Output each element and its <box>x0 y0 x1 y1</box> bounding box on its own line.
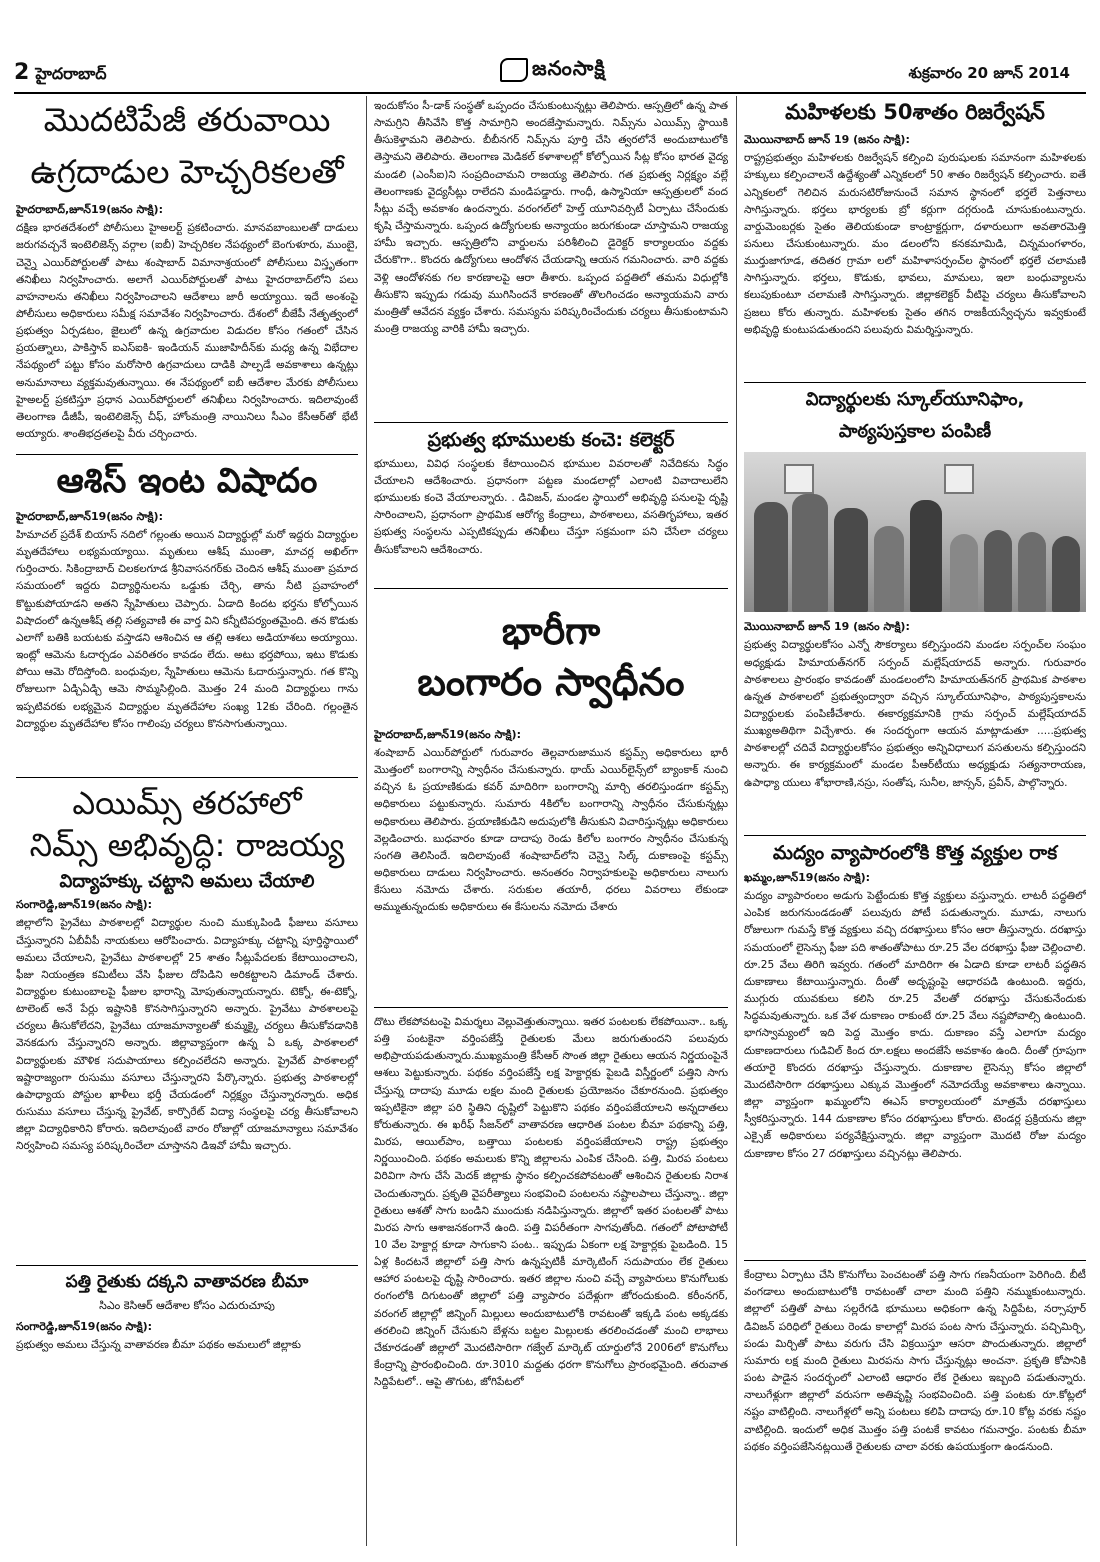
masthead <box>500 56 606 85</box>
article-headline: ప్రభుత్వ భూములకు కంచె: కలెక్టర్ <box>427 429 675 451</box>
article-headline: మొదటిపేజీ తరువాయి <box>43 100 331 139</box>
article-ashish-tragedy <box>16 461 358 771</box>
article-nims-development <box>16 784 358 1259</box>
article-women-reservation <box>744 100 1086 376</box>
article-headline: మద్యం వ్యాపారంలోకి కొత్త వ్యక్తుల రాక <box>772 842 1058 865</box>
article-cotton-insurance <box>16 1272 358 1354</box>
masthead-title: జనంసాక్షి <box>532 56 606 80</box>
column-3 <box>744 98 1086 1554</box>
column-1 <box>16 98 358 1554</box>
photo-person <box>950 534 978 612</box>
photo-person <box>834 508 868 612</box>
photo-person <box>1018 532 1046 612</box>
article-dateline: ఖమ్మం,జూన్19(జనం సాక్షి): <box>744 871 871 885</box>
article-subheadline: సిఎం కెసిఆర్ ఆదేశాల కోసం ఎదురుచూపు <box>99 1298 275 1312</box>
article-dateline: సంగారెడ్డి,జూన్19(జనం సాక్షి): <box>16 1319 153 1333</box>
article-headline: ఎయిమ్స్ తరహాలో <box>72 783 302 822</box>
article-body: దక్షిణ భారతదేశంలో పోలీసులు హైఅలర్ట్ ప్రకటించారు. మానవబాంబులతో దాడులు జరుగవచ్చనే ఇంటెలిజెన్స్ వర్గాల (ఐబీ) హెచ్చరికల నేపథ్యంలో బెంగుళూరు, ముంబై, చెన్నై ఎయిర్‌పోర్టులతో పాటు శంషాబాద్ విమానాశ్రయంలో పోలీసులు విస్తృతంగా తనిఖీలు నిర్వహించారు. అలాగే ఎయిర్‌పోర్టులతో పాటు హైదరాబాద్‌లోని పలు వాహనాలను తనిఖీలు నిర్వహించాలని ఆదేశాలు జారీ అయ్యాయి. ఇదే అంశంపై పోలీసులు అధికారులు సమీక్ష సమావేశం నిర్వహించారు. దేశంలో బీజేపీ నేతృత్వంలో ప్రభుత్వం ఏర్పడటం, జైలులో ఉన్న ఉగ్రవాదుల విడుదల కోసం గతంలో చేసిన ప్రయత్నాలు, పాకిస్తాన్ ఐఎస్ఐకి- ఇండియన్ ముజాహిదీన్‌కు మధ్య ఉన్న విభేదాల నేపథ్యంలో పట్టు కోసం మరోసారి ఉగ్రవాదులు దాడికి పాల్పడే అవకాశాలు ఉన్నట్లు అనుమానాలు వ్యక్తమవుతున్నాయి. ఈ నేపథ్యంలో ఐబీ ఆదేశాల మేరకు పోలీసులు హైఅలర్ట్ ప్రకటిస్తూ ప్రధాన ఎయిర్‌పోర్టులలో తనిఖీలు నిర్వహించారు. ఇదిలావుంటే తెలంగాణ డీజీపీ, ఇంటెలిజెన్స్ చీఫ్, హోంమంత్రి నాయినిలు సీఎం కేసీఆర్‌తో భేటీ అయ్యారు. శాంతిభద్రతలపై వీరు చర్చించారు. <box>16 222 358 441</box>
column-rule <box>736 96 737 1546</box>
divider <box>374 422 728 423</box>
article-body: జిల్లాలోని ప్రైవేటు పాఠశాలల్లో విద్యార్థుల నుంచి ముక్కుపిండి ఫీజులు వసూలు చేస్తున్నారని ఏబీవీపీ నాయకులు ఆరోపించారు. విద్యాహక్కు చట్టాన్ని పూర్తిస్థాయిలో అమలు చేయాలని, ప్రైవేటు పాఠశాలల్లో 25 శాతం సీట్లుపేదలకు కేటాయించాలని, ఫీజు నియంత్రణ కమిటీలు వేసి ఫీజుల దోపిడిని అరికట్టాలని డిమాండ్ చేశారు. విద్యార్థుల కుటుంబాలపై ఫీజుల భారాన్ని మోపుతున్నాయన్నారు. టెక్నో, ఈ-టెక్నో, టాలెంట్ అనే పేర్లు ఇష్టానికి కొనసాగిస్తున్నారని అన్నారు. ప్రైవేటు పాఠశాలలపై చర్యలు తీసుకోలేదని, ప్రైవేటు యాజమాన్యాలతో కుమ్మక్కై చర్యలు తీసుకోవడానికి వెనకడుగు వేస్తున్నారని అన్నారు. జిల్లావ్యాప్తంగా ఉన్న ఏ ఒక్క పాఠశాలలో విద్యార్థులకు మౌళిక సదుపాయాలు కల్పించలేదని అన్నారు. ప్రైవేట్ పాఠశాలల్లో ఇష్టారాజ్యంగా రుసుము వసూలు చేస్తున్నారని పేర్కొన్నారు. ప్రభుత్వ పాఠశాలల్లో ఉపాధ్యాయ పోస్టుల ఖాళీలు భర్తీ చేయడంలో నిర్లక్ష్యం చేస్తున్నారన్నారు. అధిక రుసుము వసూలు చేస్తున్న ప్రైవేట్, కార్పొరేట్ విద్యా సంస్థలపై చర్య తీసుకోవాలని జిల్లా విద్యాధికారిని కోరారు. ఇదిలావుంటే వారం రోజుల్లో యాజమాన్యాలు సమావేశం నిర్వహించి సమస్య పరిష్కరించేలా చూస్తానని డిఇవో హామీ ఇచ్చారు. <box>16 917 358 1153</box>
article-school-uniform <box>744 389 1086 829</box>
article-headline: బంగారం స్వాధీనం <box>417 660 685 705</box>
article-dateline: హైదరాబాద్,జూన్19(జనం సాక్షి): <box>374 727 521 741</box>
news-photo <box>744 452 1086 612</box>
article-body: ప్రభుత్వం అమలు చేస్తున్న వాతావరణ బీమా పథకం అమలులో జిల్లాకు <box>16 1338 301 1351</box>
page-number-value: 2 <box>14 60 30 85</box>
masthead-logo-icon <box>500 58 528 82</box>
article-terrorist-alert <box>16 100 358 448</box>
article-headline: ఆశిస్ ఇంట విషాదం <box>56 461 318 502</box>
page-number <box>14 60 107 87</box>
article-govt-lands <box>374 429 728 582</box>
photo-person <box>792 494 828 612</box>
article-body: శంషాబాద్ ఎయిర్‌పోర్టులో గురువారం తెల్లవారుజామున కస్టమ్స్ అధికారులు భారీ మొత్తంలో బంగారాన్ని స్వాధీనం చేసుకున్నారు. థాయ్ ఎయిర్‌లైన్స్‌లో బ్యాంకాక్ నుంచి వచ్చిన ఓ ప్రయాణికుడు కవర్ మాదిరిగా బంగారాన్ని మార్చి తరలిస్తుండగా కస్టమ్స్ అధికారులు పట్టుకున్నారు. సుమారు 4కిలోల బంగారాన్ని స్వాధీనం చేసుకున్నట్లు అధికారులు తెలిపారు. ప్రయాణికుడిని అదుపులోకి తీసుకుని విచారిస్తున్నట్లు అధికారులు వెల్లడించారు. బుధవారం కూడా దాదాపు రెండు కిలోల బంగారం స్వాధీనం చేసుకున్న సంగతి తెలిసిందే. ఇదిలావుంటే శంషాబాద్‌లోని చెన్నై సిల్క్ దుకాణంపై కస్టమ్స్ అధికారులు దాడులు నిర్వహించారు. అనంతరం నిర్వాహకులపై అధికారులు నాలుగు కేసులు నమోదు చేశారు. సరుకుల తయారీ, ధరలు వివరాలు లేకుండా అమ్ముతున్నందుకు అధికారులు ఈ కేసులను నమోదు చేశారు <box>374 746 728 914</box>
divider <box>744 1260 1086 1261</box>
article-body: హిమాచల్ ప్రదేశ్ బియాస్ నదిలో గల్లంతు అయిన విద్యార్థుల్లో మరో ఇద్దరు విద్యార్థుల మృతదేహాలు లభ్యమయ్యాయి. మృతులు ఆశీష్ ముంతా, మాచర్ల అఖిల్‌గా గుర్తించారు. సికింద్రాబాద్ చిలకలగూడ శ్రీనివాసనగర్‌కు చెందిన ఆశీష్ ముంతా ప్రమాద సమయంలో ఇద్దరు విద్యార్థినులను ఒడ్డుకు చేర్చి, తాను నీటి ప్రవాహంలో కొట్టుకుపోయాడని అతని స్నేహితులు చెప్పారు. ఏడాది కిందట భర్తను కోల్పోయిన విషాదంలో ఉన్నఆశీష్ తల్లి సత్యవాణి ఈ వార్త విని కన్నీటిపర్యంతమైంది. తన కొడుకు ఎలాగో బతికి బయటకు వస్తాడని ఆశించిన ఆ తల్లి ఆశలు అడియాశలు అయ్యాయి. ఇంట్లో ఆమెను ఓదార్చడం ఎవరితరం కావడం లేదు. అటు భర్తపోయి, ఇటు కొడుకు పోయి ఆమె రోదిస్తోంది. బంధువుల, స్నేహితులు ఆమెను ఓదారుస్తున్నారు. గత కొన్ని రోజులుగా ఏడ్చిఏడ్చి ఆమె సొమ్మసిల్లింది. మొత్తం 24 మంది విద్యార్థులు గాను ఇప్పటివరకు లభ్యమైన విద్యార్థుల మృతదేహాల సంఖ్య 12కు చేరింది. గల్లంతైన విద్యార్థుల మృతదేహాల కోసం గాలింపు చర్యలు కొనసాగుతున్నాయి. <box>16 528 358 730</box>
article-body: భూములు, వివిధ సంస్థలకు కేటాయించిన భూముల వివరాలతో నివేదికను సిద్ధం చేయాలని ఆదేశించారు. ప్రధానంగా పట్టణ మండలాల్లో ఎలాంటి వివాదాలులేని భూములకు కంచె వేయాలన్నారు. . డివిజన్, మండల స్థాయిలో అభివృద్ధి పనులపై దృష్టి సారించాలని, ప్రధానంగా ప్రాథమిక ఆరోగ్య కేంద్రాలు, పాఠశాలలు, వసతిగృహాలు, ఇతర ప్రభుత్వ సంస్థలను ఎప్పటికప్పుడు తనిఖీలు చేస్తూ సక్రమంగా పని చేసేలా చర్యలు తీసుకోవాలని ఆదేశించారు. <box>374 457 728 556</box>
photo-window <box>944 464 974 494</box>
article-headline: పత్తి రైతుకు దక్కని వాతావరణ బీమా <box>65 1272 309 1293</box>
article-body: రాష్ట్రప్రభుత్వం మహిళలకు రిజర్వేషన్ కల్పించి పురుషులకు సమానంగా మహిళలకు హక్కులు కల్పించాలనే ఉద్దేశ్యంతో ఎన్నికలలో 50 శాతం రిజర్వేషన్ కల్పించారు. ఐతే ఎన్నికలలో గెలిచిన మరుసటిరోజునుంచే సమాన స్థానంలో భర్తలే పెత్తనాలు సాగిస్తున్నారు. భర్తలు భార్యలకు బ్రో కర్లుగా దగ్గరుండి చూసుకుంటున్నారు. వార్డుమెంబర్లకు సైతం తెలియకుండా కాంట్రాక్టర్లుగా, దళారులుగా అవతారమెత్తి పనులు చేసుకుంటున్నారు. మం డలంలోని కనకమామిడి, చిన్నమంగళారం, ముర్తుజాగూడ, తదితర గ్రామా లలో మహిళాసర్పంచ్‌ల స్థానంలో భర్తలే చలామణి సాగిస్తున్నారు. భర్తలు, కొడుకు, భావలు, మామలు, ఇలా బంధువ్యాలను కలుపుకుంటూ చలామణి సాగిస్తున్నారు. జిల్లాకలెక్టర్ వీటిపై చర్యలు తీసుకోవాలని ప్రజలు కోరు తున్నారు. మహిళలకు సైతం తగిన రాజకీయస్వేచ్ఛను ఇవ్వకుంటే అభివృద్ధి కుంటుపడుతుందని పలువురు విమర్శిస్తున్నారు. <box>744 152 1086 336</box>
article-dateline: హైదరాబాద్,జూన్19(జనం సాక్షి): <box>16 509 163 523</box>
article-body: మద్యం వ్యాపారంలం అడుగు పెట్టేందుకు కొత్త వ్యక్తులు వస్తున్నారు. లాటరీ పద్ధతిలో ఎంపిక జరుగనుండడంతో పలువురు పోటీ పడుతున్నారు. మూడు, నాలుగు రోజులుగా గుమస్తే కొత్త వ్యక్తులు వచ్చి దరఖాస్తులు కోసం ఆరా తీస్తున్నారు. దరఖాస్తు సమయంలో లైసెన్సు ఫీజు పది శాతంతోపాటు రూ.25 వేల దరఖాస్తు ఫీజు చెల్లించాలి. రూ.25 వేలు తిరిగి ఇవ్వరు. గతంలో మాదిరిగా ఈ ఏడాది కూడా లాటరీ పద్ధతిన దుకాణాలు కేటాయిస్తున్నారు. దీంతో అదృష్టంపై ఆధారపడి ఉంటుంది. ఇద్దరు, ముగ్గురు యువకులు కలిసి రూ.25 వేలతో దరఖాస్తు చేసుకునేందుకు సిద్ధమవుతున్నారు. ఒక వేళ దుకాణం రాకుంటే రూ.25 వేలు నష్టపోవాల్సి ఉంటుంది. భాగస్వామ్యంలో ఇది పెద్ద మొత్తం కాదు. దుకాణం వస్తే ఎలాగూ మద్యం దుకాణదారులు గుడివిల్ కింద రూ.లక్షలు అందజేసే అవకాశం ఉంది. దీంతో గ్రూపుగా తయారై కొందరు దరఖాస్తు చేస్తున్నారు. దుకాణాల లైసెన్సు కోసం జిల్లాలో మొదటిసారిగా దరఖాస్తులు ఎక్కువ మొత్తంలో నమోదయ్యే అవకాశాలు ఉన్నాయి. జిల్లా వ్యాప్తంగా ఖమ్మంలోని ఈఎస్ కార్యాలయంలో మాత్రమే దరఖాస్తులు స్వీకరిస్తున్నారు. 144 దుకాణాల కోసం దరఖాస్తులు కోరారు. టెండర్ల ప్రక్రియను జిల్లా ఎక్సైజ్ అధికారులు పర్యవేక్షిస్తున్నారు. జిల్లా వ్యాప్తంగా మొదటి రోజు మద్యం దుకాణాల కోసం 27 దరఖాస్తులు వచ్చినట్లు తెలిపారు. <box>744 890 1086 1160</box>
divider <box>374 1007 728 1008</box>
divider <box>16 777 358 778</box>
page-date: శుక్రవారం 20 జూన్ 2014 <box>908 64 1070 82</box>
photo-window <box>784 464 814 494</box>
column-rule <box>366 96 367 1546</box>
article-headline: మహిళలకు 50శాతం రిజర్వేషన్ <box>785 100 1045 124</box>
column-2 <box>374 98 728 1554</box>
article-body-continued: దొటు లేకపోవటంపై విమర్శలు వెల్లువెత్తుతున్నాయి. ఇతర పంటలకు లేకపోయినా.. ఒక్క పత్తి పంటకైనా వర్తింపజేస్తే రైతులకు మేలు జరుగుతుందని పలువురు అభిప్రాయపడుతున్నారు.ముఖ్యమంత్రి కేసీఆర్ సొంత జిల్లా రైతులు ఆయన నిర్ణయంపైనే ఆశలు పెట్టుకున్నారు. పథకం వర్తింపజేస్తే లక్ష హెక్టార్లకు పైబడి విస్తీర్ణంలో పత్తిని సాగు చేస్తున్న దాదాపు మూడు లక్షల మంది రైతులకు ప్రయోజనం చేకూరనుంది. ప్రభుత్వం ఇప్పటికైనా జిల్లా పరి స్థితిని దృష్టిలో పెట్టుకొని పథకం వర్తింపజేయాలని అన్నదాతలు కోరుతున్నారు. ఈ ఖరీఫ్ సీజన్‌లో వాతావరణ ఆధారిత పంటల బీమా పథకాన్ని పత్తి, మిరప, ఆయిల్‌పాం, బత్తాయి పంటలకు వర్తింపజేయాలని రాష్ట్ర ప్రభుత్వం నిర్ణయించింది. పథకం అమలుకు కొన్ని జిల్లాలను ఎంపిక చేసింది. పత్తి, మిరప పంటలు విరివిగా సాగు చేసే మెదక్ జిల్లాకు స్థానం కల్పించకపోవటంతో ఆశించిన రైతులకు నిరాశ చెందుతున్నారు. ప్రకృతి వైపరీత్యాలు సంభవించి పంటలను నష్టాలపాలు చేస్తున్నా.. జిల్లా రైతులు ఆశతో సాగు బండిని ముందుకు నడిపిస్తున్నారు. జిల్లాలో ఇతర పంటలతో పాటు మిరప సాగు ఆశాజనకంగానే ఉంది. పత్తి విపరీతంగా సాగవుతోంది. గతంలో పోటాపోటీ 10 వేల హెక్టార్ల కూడా సాగుకాని పంట.. ఇప్పుడు ఏకంగా లక్ష హెక్టార్లకు పైబడింది. 15 ఏళ్ల కిందటనే జిల్లాలో పత్తి సాగు ఉన్నప్పటికీ మార్కెటింగ్ సదుపాయం లేక రైతులు ఆహార పంటలపై దృష్టి సారించారు. ఇతర జిల్లాల నుంచి వచ్చే వ్యాపారులు కొనుగోలుకు రంగంలోకి దిగుటంతో జిల్లాలో పత్తి వ్యాపారం పదేళ్లుగా జోరందుకుంది. కరీంనగర్, వరంగల్ జిల్లాల్లో జిన్నింగ్ మిల్లులు అందుబాటులోకి రావటంతో ఇక్కడి పంట అక్కడకు తరలించి జిన్నింగ్ చేసుకుని బేళ్లను బట్టల మిల్లులకు తరలించడంతో మంచి లాభాలు చేకూరడంతో జిల్లాలో మొదటిసారిగా గజ్వేల్ మార్కెట్ యార్డులోనే 2006లో కొనుగోలు కేంద్రాన్ని ప్రారంభించింది. రూ.3010 మద్దతు ధరగా కొనుగోలు ప్రారంభమైంది. తరువాత సిద్దిపేటలో.. ఆపై తొగుట, జోగిపేటలో <box>374 1015 728 1389</box>
article-dateline: సంగారెడ్డి,జూన్19(జనం సాక్షి): <box>16 898 153 912</box>
article-dateline: మొయినాబాద్ జూన్ 19 (జనం సాక్షి): <box>744 133 910 147</box>
article-dateline: హైదరాబాద్,జూన్19(జనం సాక్షి): <box>16 203 163 217</box>
photo-person <box>1052 536 1080 612</box>
article-gold-seized <box>374 609 728 1001</box>
photo-person <box>910 500 942 612</box>
article-body-continued: ఇందుకోసం సీ-డాక్ సంస్థతో ఒప్పందం చేసుకుంటున్నట్లు తెలిపారు. ఆస్పత్రిలో ఉన్న పాత సామగ్రిని తీసివేసి కొత్త సామాగ్రిని అందజేస్తామన్నారు. నిమ్స్‌ను ఎయిమ్స్ స్థాయికి తీసుకెళ్తామని తెలిపారు. బీబీనగర్ నిమ్స్‌ను పూర్తి చేసి త్వరలోనే అందుబాటులోకి తెస్తామని తెలిపారు. తెలంగాణ మెడికల్ కళాశాలల్లో కోల్పోయిన సీట్ల కోసం భారత వైద్య మండలి (ఎంసీఐ)ని సంప్రదించామని రాజయ్య తెలిపారు. గత ప్రభుత్వ నిర్లక్ష్యం వల్లే తెలంగాణకు వైద్యసీట్లు రాలేదని మండిపడ్డారు. గాంధీ, ఉస్మానియా ఆస్పత్రులలో వంద సీట్లు వచ్చే అవకాశం ఉందన్నారు. వరంగల్‌లో హెల్త్ యూనివర్సిటీ ఏర్పాటు చేసేందుకు కృషి చేస్తామన్నారు. ఒప్పంద ఉద్యోగులకు అన్యాయం జరుగకుండా చూస్తామని రాజయ్య హామీ ఇచ్చారు. ఆస్పత్రిలోని వార్డులను పరిశీలించి డైరెక్టర్ కార్యాలయం వద్దకు చేరుకొగా.. కొందరు ఉద్యోగులు ఆందోళన చేయడాన్ని ఆయన గమనించారు. వారి వద్దకు వెళ్లి ఆందోళనకు గల కారణాలపై ఆరా తీశారు. ఒప్పంద పద్దతిలో తమను విధుల్లోకి తీసుకొని ఇప్పుడు గడువు ముగిసిందనే కారణంతో తొలగించడం అన్యాయమని వారు మంత్రితో ఆవేదన వ్యక్తం చేశారు. సమస్యను పరిష్కరించేందుకు చర్యలు తీసుకుంటామని మంత్రి రాజయ్య వారికి హామీ ఇచ్చారు. <box>374 100 728 336</box>
article-headline: నిమ్స్ అభివృద్ధి: రాజయ్య <box>29 826 345 865</box>
article-headline: పాఠ్యపుస్తకాల పంపిణీ <box>838 420 992 442</box>
article-headline: భారీగా <box>501 608 601 653</box>
divider <box>374 588 728 589</box>
article-liquor-business <box>744 842 1086 1250</box>
article-headline: ఉగ్రదాడుల హెచ్చరికలతో <box>30 151 344 191</box>
article-body-continued: కేంద్రాలు ఏర్పాటు చేసి కొనుగోలు పెంచటంతో పత్తి సాగు గణనీయంగా పెరిగింది. బీటీ వంగడాలు అందుబాటులోకి రావటంతో చాలా మంది పత్తిని నమ్ముకుంటున్నారు. జిల్లాలో పత్తితో పాటు సల్లరేగడి భూములు అధికంగా ఉన్న సిద్దిపేట, నర్సాపూర్ డివిజన్ పరిధిలో రైతులు రెండు కాలాల్లో మిరప పంట సాగు చేస్తున్నారు. పచ్చిమిర్చి, పండు మిర్చితో పాటు వరుగు చేసి విక్రయిస్తూ ఆసరా పొందుతున్నారు. జిల్లాలో సుమారు లక్ష మంది రైతులు మిరపను సాగు చేస్తున్నట్లు అంచనా. ప్రకృతి కోపానికి పంట పాడైన సందర్భంలో ఎలాంటి ఆధారం లేక రైతులు ఇబ్బంది పడుతున్నారు. నాలుగేళ్లుగా జిల్లాలో వరుసగా అతివృష్టి సంభవించింది. పత్తి పంటకు రూ.కోట్లలో నష్టం వాటిల్లింది. నాలుగేళ్లలో అన్ని పంటలు కలిపి దాదాపు రూ.10 కోట్ల వరకు నష్టం వాటిల్లింది. ఇందులో అధిక మొత్తం పత్తి పంటకే కావటం గమనార్హం. పంటకు బీమా పథకం వర్తింపజేసినట్లయితే రైతులకు చాలా వరకు ఉపయుక్తంగా ఉండనుంది. <box>744 1269 1086 1453</box>
photo-person <box>874 526 904 612</box>
page-city: హైదరాబాద్ <box>35 64 107 83</box>
article-body: ప్రభుత్వ విద్యార్థులకోసం ఎన్నో సౌకర్యాలు కల్పిస్తుందని మండల సర్పంచ్‌ల సంఘం అధ్యక్షుడు హిమాయత్‌నగర్ సర్పంచ్ మల్లేష్‌యాదవ్ అన్నారు. గురువారం పాఠశాలలు ప్రారంభం కావడంతో మండలంలోని హిమాయత్‌నగర్ ప్రాథమిక పాఠశాల ఉన్నత పాఠశాలలో ప్రభుత్వంద్వారా వచ్చిన స్కూల్‌యూనిఫాం, పాఠ్యపుస్తకాలను విద్యార్థులకు పంపిణీచేశారు. ఈకార్యక్రమానికి గ్రామ సర్పంచ్ మల్లేష్‌యాదవ్ ముఖ్యఅతిథిగా విచ్చేశారు. ఈ సందర్భంగా ఆయన మాట్లాడుతూ .....ప్రభుత్వ పాఠశాలల్లో చదివే విద్యార్థులకోసం ప్రభుత్వం అన్నివిధాలుగ వసతులను కల్పిస్తుందని అన్నారు. ఈ కార్యక్రమంలో మండల పీఆర్‌టీయు అధ్యక్షుడు సత్యనారాయణ, ఉపాధ్యా యులు శోభారాణి,నస్రు, సంతోష, సునీల, జాన్సన్, ప్రవీన్, పాల్గొన్నారు. <box>744 639 1086 789</box>
divider <box>16 454 358 455</box>
divider <box>744 382 1086 383</box>
article-subheadline: విద్యాహక్కు చట్టాని అమలు చేయాలి <box>59 870 315 892</box>
article-dateline: మొయినాబాద్ జూన్ 19 (జనం సాక్షి): <box>744 620 910 634</box>
photo-person <box>984 530 1012 612</box>
divider <box>16 1265 358 1266</box>
photo-person <box>754 502 788 612</box>
divider <box>744 835 1086 836</box>
article-headline: విద్యార్థులకు స్కూల్‌యూనిఫాం, <box>805 389 1025 411</box>
